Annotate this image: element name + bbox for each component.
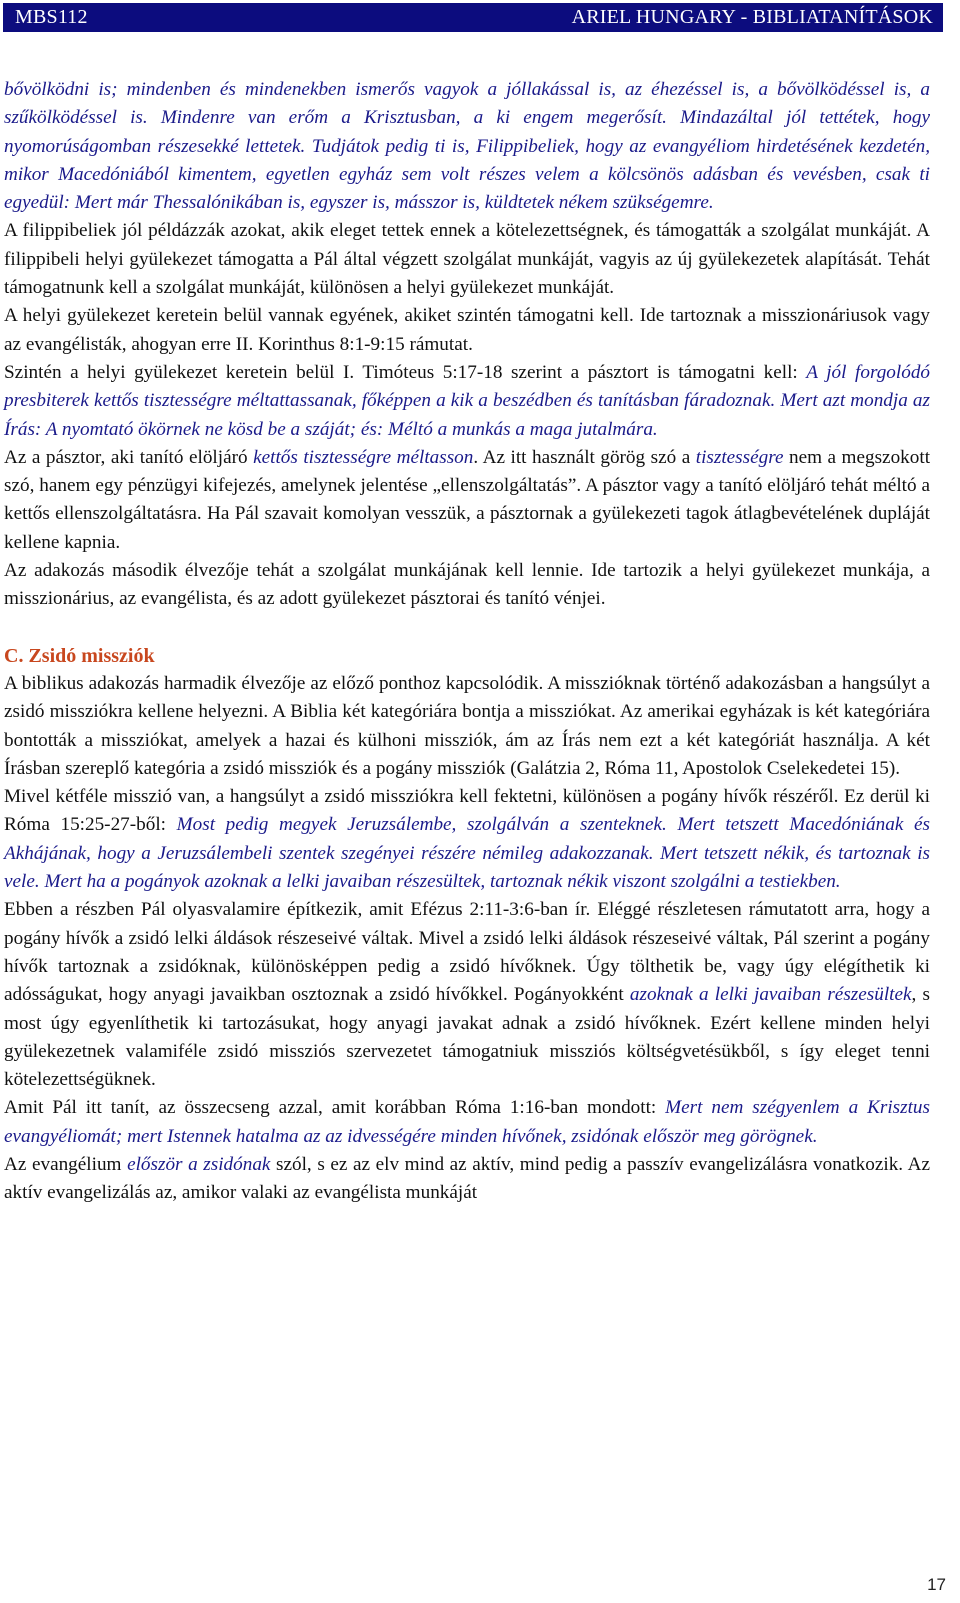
- paragraph-text: Ebben a részben Pál olyasvalamire építkezik, amit Efézus 2:11-3:6-ban ír. Eléggé részletesen rámutatott arra, hogy a pogány hívők a zsidó lelki áldások részeseivé váltak. Mivel a zsidó lelki áldások részeseivé váltak, Pál szerint a pogány hívők tartoznak a zsidóknak, különösképpen pedig a zsidó hívőknek. Úgy tölthetik be, vagy úgy elégíthetik ki adósságukat, hogy anyagi javaikban osztoznak a zsidó hívőkkel. Pogányokként: [4, 899, 930, 1006]
- paragraph-philippians-example: [4, 217, 930, 302]
- paragraph-double-honor: [4, 444, 930, 557]
- page-header: [3, 3, 943, 32]
- paragraph-text: Szintén a helyi gyülekezet keretein belül I. Timóteus 5:17-18 szerint a pásztort is támogatni kell:: [4, 361, 807, 383]
- scripture-quote: Mert nem szégyenlem a Krisztus evangyéliomát; mert Istennek hatalma az az idvességére minden hívőnek, zsidónak először meg görögnek.: [4, 1097, 930, 1147]
- page-content: [4, 76, 930, 1208]
- paragraph-text: szól, s ez az elv mind az aktív, mind pedig a passzív evangelizálásra vonatkozik. Az aktív evangelizálás az, amikor valaki az evangélista munkáját: [4, 1153, 930, 1204]
- scripture-quote: Most pedig megyek Jeruzsálembe, szolgálván a szenteknek. Mert tetszett Macedóniának és Akhájának, hogy a Jeruzsálembeli szentek szegényei részére némileg adakozzanak. Mert tetszett nékik, és tartoznak is vele. Mert ha a pogányok azoknak a lelki javaiban részesültek, tartoznak nékik viszont szolgálni a testiekben.: [4, 814, 930, 893]
- paragraph-text: A biblikus adakozás harmadik élvezője az előző ponthoz kapcsolódik. A misszióknak történő adakozásban a hangsúlyt a zsidó missziókra kellene helyezni. A Biblia két kategóriára bontja a missziókat. Az amerikai egyházak is két kategóriára bontották a missziókat, amelyek a hazai és külhoni missziók, ám az Írás nem ezt a két kategóriát használja. A két Írásban szereplő kategória a zsidó missziók és a pogány missziók (Galátzia 2, Róma 11, Apostolok Cselekedetei 15).: [4, 672, 930, 779]
- paragraph-text: Az evangélium: [4, 1153, 128, 1175]
- paragraph-missionaries: [4, 302, 930, 359]
- paragraph-text: Amit Pál itt tanít, az összecseng azzal, amit korábban Róma 1:16-ban mondott:: [4, 1097, 666, 1119]
- scripture-quote: tisztességre: [695, 446, 784, 468]
- paragraph-second-recipient: [4, 557, 930, 614]
- scripture-quote: először a zsidónak: [127, 1153, 271, 1175]
- paragraph-text: Az a pásztor, aki tanító elöljáró: [4, 446, 254, 468]
- page-number: 17: [927, 1575, 946, 1594]
- scripture-quote: kettős tisztességre méltasson: [253, 446, 474, 468]
- paragraph-text: nem a megszokott szó, hanem egy pénzügyi kifejezés, amelynek jelentése „ellenszolgáltatás”. A pásztor vagy a tanító elöljáró tehát méltó a kettős ellenszolgáltatásra. Ha Pál szavait komolyan vesszük, a pásztornak a gyülekezeti tagok átlagbevételének dupláját kellene kapnia.: [4, 446, 931, 553]
- paragraph-pastor-support: [4, 359, 930, 444]
- paragraph-romans-15: [4, 783, 930, 896]
- paragraph-evangelism: [4, 1151, 930, 1208]
- section-heading: C. Zsidó missziók: [4, 644, 155, 667]
- header-document-code: MBS112: [15, 6, 88, 28]
- paragraph-text: A filippibeliek jól példázzák azokat, akik eleget tettek ennek a kötelezettségnek, és támogatták a szolgálat munkáját. A filippibeli helyi gyülekezet támogatta a Pál által végzett szolgálat munkáját, vagyis az új gyülekezetek alapítását. Tehát támogatnunk kell a szolgálat munkáját, különösen a helyi gyülekezet munkáját.: [4, 220, 930, 299]
- paragraph-third-recipient: [4, 670, 930, 783]
- paragraph-text: Az adakozás második élvezője tehát a szolgálat munkájának kell lennie. Ide tartozik a helyi gyülekezet munkája, a misszionárius, az evangélista, és az adott gyülekezet pásztorai és tanító vénjei.: [4, 560, 930, 610]
- paragraph-text: . Az itt használt görög szó a: [473, 446, 696, 468]
- scripture-quote: A jól forgolódó presbiterek kettős tisztességre méltattassanak, főképpen a kik a beszédben és tanításban fáradoznak. Mert azt mondja az Írás: A nyomtató ökörnek ne kösd be a száját; és: Méltó a munkás a maga jutalmára.: [4, 361, 931, 440]
- paragraph-text: , s most úgy egyenlíthetik ki tartozásukat, hogy anyagi javakat adnak a zsidó hívőknek. Ezért kellene minden helyi gyülekezetnek valamiféle zsidó missziós szervezetet támogatniuk missziós költségvetésükből, s így eleget tenni kötelezettségüknek.: [4, 984, 931, 1091]
- paragraph-text: Mivel kétféle misszió van, a hangsúlyt a zsidó missziókra kell fektetni, különösen a pogány hívők részéről. Ez derül ki Róma 15:25-27-ből:: [4, 786, 930, 836]
- paragraph-scripture-philippians: [4, 76, 930, 217]
- paragraph-ephesians: [4, 896, 930, 1094]
- scripture-quote: azoknak a lelki javaiban részesültek: [629, 984, 912, 1006]
- header-document-title: ARIEL HUNGARY - BIBLIATANÍTÁSOK: [571, 6, 933, 28]
- paragraph-romans-1: [4, 1094, 930, 1151]
- paragraph-text: A helyi gyülekezet keretein belül vannak egyének, akiket szintén támogatni kell. Ide tartoznak a misszionáriusok vagy az evangélisták, ahogyan erre II. Korinthus 8:1-9:15 rámutat.: [4, 305, 930, 355]
- scripture-quote: bővölködni is; mindenben és mindenekben ismerős vagyok a jóllakással is, az éhezéssel is, a bővölködéssel is, a szűkölködéssel is. Mindenre van erőm a Krisztusban, a ki engem megerősít. Mindazáltal jól tettétek, hogy nyomorúságomban részesekké lettetek. Tudjátok pedig ti is, Filippibeliek, hogy az evangyéliom hirdetésének kezdetén, mikor Macedóniából kimentem, egyetlen egyház sem volt részes velem a kölcsönös adásban és vevésben, csak ti egyedül: Mert már Thessalónikában is, egyszer is, másszor is, küldtetek nékem szükségemre.: [4, 79, 930, 214]
